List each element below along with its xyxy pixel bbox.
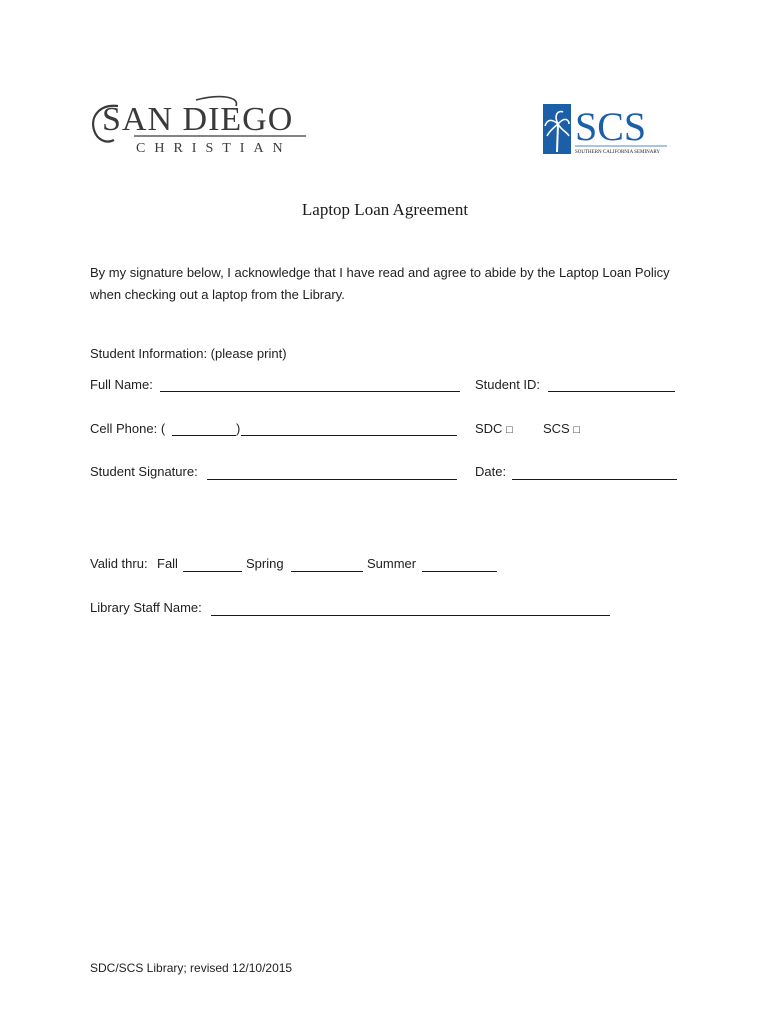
library-staff-field[interactable] <box>211 615 610 616</box>
student-id-label: Student ID: <box>475 377 541 392</box>
page-title: Laptop Loan Agreement <box>301 200 469 219</box>
summer-field[interactable] <box>422 571 497 572</box>
sdc-logo-top-text: SAN DIEGO <box>102 101 294 138</box>
scs-option[interactable] <box>543 421 580 436</box>
full-name-field[interactable] <box>160 391 460 392</box>
spring-label: Spring <box>246 556 284 571</box>
date-label: Date: <box>475 464 507 479</box>
summer-label: Summer <box>367 556 417 571</box>
fall-label: Fall <box>157 556 178 571</box>
signature-label: Student Signature: <box>90 464 198 479</box>
spring-field[interactable] <box>291 571 363 572</box>
sdc-option[interactable] <box>475 421 513 436</box>
scs-logo-sub-text: SOUTHERN CALIFORNIA SEMINARY <box>575 150 661 155</box>
sdc-checkbox[interactable]: □ <box>506 424 513 436</box>
acknowledgement-text: By my signature below, I acknowledge that I have read and agree to abide by the Laptop Loan Policy when checking out a laptop from the Library. <box>90 265 670 302</box>
library-staff-label: Library Staff Name: <box>90 600 202 615</box>
scs-logo-main-text: SCS <box>575 104 647 149</box>
fall-field[interactable] <box>183 571 242 572</box>
student-info-heading: Student Information: (please print) <box>90 346 287 361</box>
area-code-field[interactable] <box>172 435 236 436</box>
full-name-label: Full Name: <box>90 377 153 392</box>
san-diego-christian-logo <box>88 92 310 158</box>
date-field[interactable] <box>512 479 677 480</box>
cell-phone-close-paren: ) <box>236 421 241 436</box>
cell-phone-label: Cell Phone: ( <box>90 421 166 436</box>
scs-logo <box>541 102 671 158</box>
sdc-option-label: SDC <box>475 421 503 436</box>
student-id-field[interactable] <box>548 391 675 392</box>
signature-field[interactable] <box>207 479 457 480</box>
footer-text: SDC/SCS Library; revised 12/10/2015 <box>90 961 293 975</box>
sdc-logo-bottom-text: CHRISTIAN <box>136 141 292 156</box>
valid-thru-label: Valid thru: <box>90 556 148 571</box>
scs-option-label: SCS <box>543 421 570 436</box>
cell-phone-field[interactable] <box>241 435 457 436</box>
scs-checkbox[interactable]: □ <box>573 424 581 436</box>
